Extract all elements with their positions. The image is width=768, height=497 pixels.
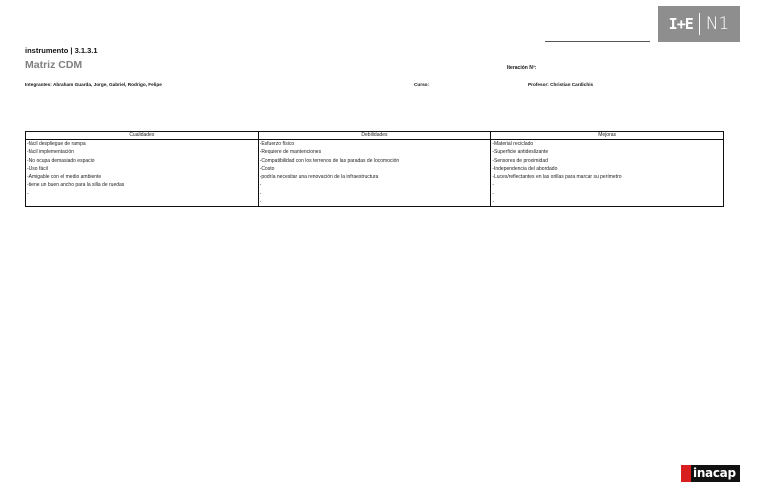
list-item: -Amigable con el medio ambiente (27, 174, 102, 181)
cdm-matrix-table (25, 131, 724, 207)
list-item: -Uso fácil (27, 165, 48, 172)
list-item: -fácil despliegue de rampa (27, 141, 86, 147)
instrument-label: instrumento | 3.1.3.1 (25, 46, 98, 55)
mejoras-cell (491, 140, 724, 207)
list-item: - (492, 199, 494, 206)
list-item: - (259, 182, 262, 189)
list-item: -Superficie antideslizante (492, 149, 549, 156)
column-header-cualidades: Cualidades (26, 132, 259, 140)
list-item: -No ocupa demasiado espacio (27, 157, 95, 164)
institution-logo (658, 6, 740, 42)
list-item: -fácil implementación (27, 149, 74, 156)
table-row (26, 140, 724, 207)
list-item: - (492, 190, 494, 197)
list-item: -Esfuerzo físico (259, 141, 295, 147)
logo-mark: I+E (668, 15, 693, 33)
column-header-debilidades: Debilidades (258, 132, 491, 140)
members-label: Integrantes: Abraham Guarda, Jorge, Gabriel, Rodrigo, Felipe (25, 82, 162, 87)
logo-code: N1 (705, 14, 730, 34)
brand-text: inacap (693, 466, 736, 480)
list-item: - (27, 190, 29, 197)
list-item: -tiene un buen ancho para la silla de ruedas (27, 182, 125, 189)
debilidades-cell (258, 140, 491, 207)
logo-divider (699, 13, 700, 35)
list-item: - (492, 182, 494, 189)
cualidades-cell (26, 140, 259, 207)
list-item: -Compatibilidad con los terrenos de las paradas de locomoción (259, 157, 400, 164)
list-item: -podría necesitar una renovación de la infraestructura (259, 174, 379, 181)
list-item: -Requiere de mantenciones (259, 149, 322, 156)
brand-flag (681, 465, 691, 482)
list-item: -Costo (259, 165, 275, 172)
list-item: -Independencia del abordado (492, 165, 558, 172)
inacap-logo (681, 465, 740, 482)
list-item: - (259, 190, 262, 197)
table-header-row (26, 132, 724, 140)
iteration-label: Iteración Nº: (507, 65, 537, 71)
page-title: Matriz CDM (25, 59, 83, 71)
teacher-label: Profesor: Christian Cardichis (528, 82, 594, 87)
course-label: Curso: (414, 82, 430, 87)
list-item: -Material reciclado (492, 141, 534, 147)
list-item: -Sensores de proximidad (492, 157, 548, 164)
list-item: -Luces/reflectantes en las orillas para marcar su perímetro (492, 174, 622, 181)
list-item: - (259, 199, 262, 206)
signature-line (545, 41, 650, 42)
column-header-mejoras: Mejoras (491, 132, 724, 140)
